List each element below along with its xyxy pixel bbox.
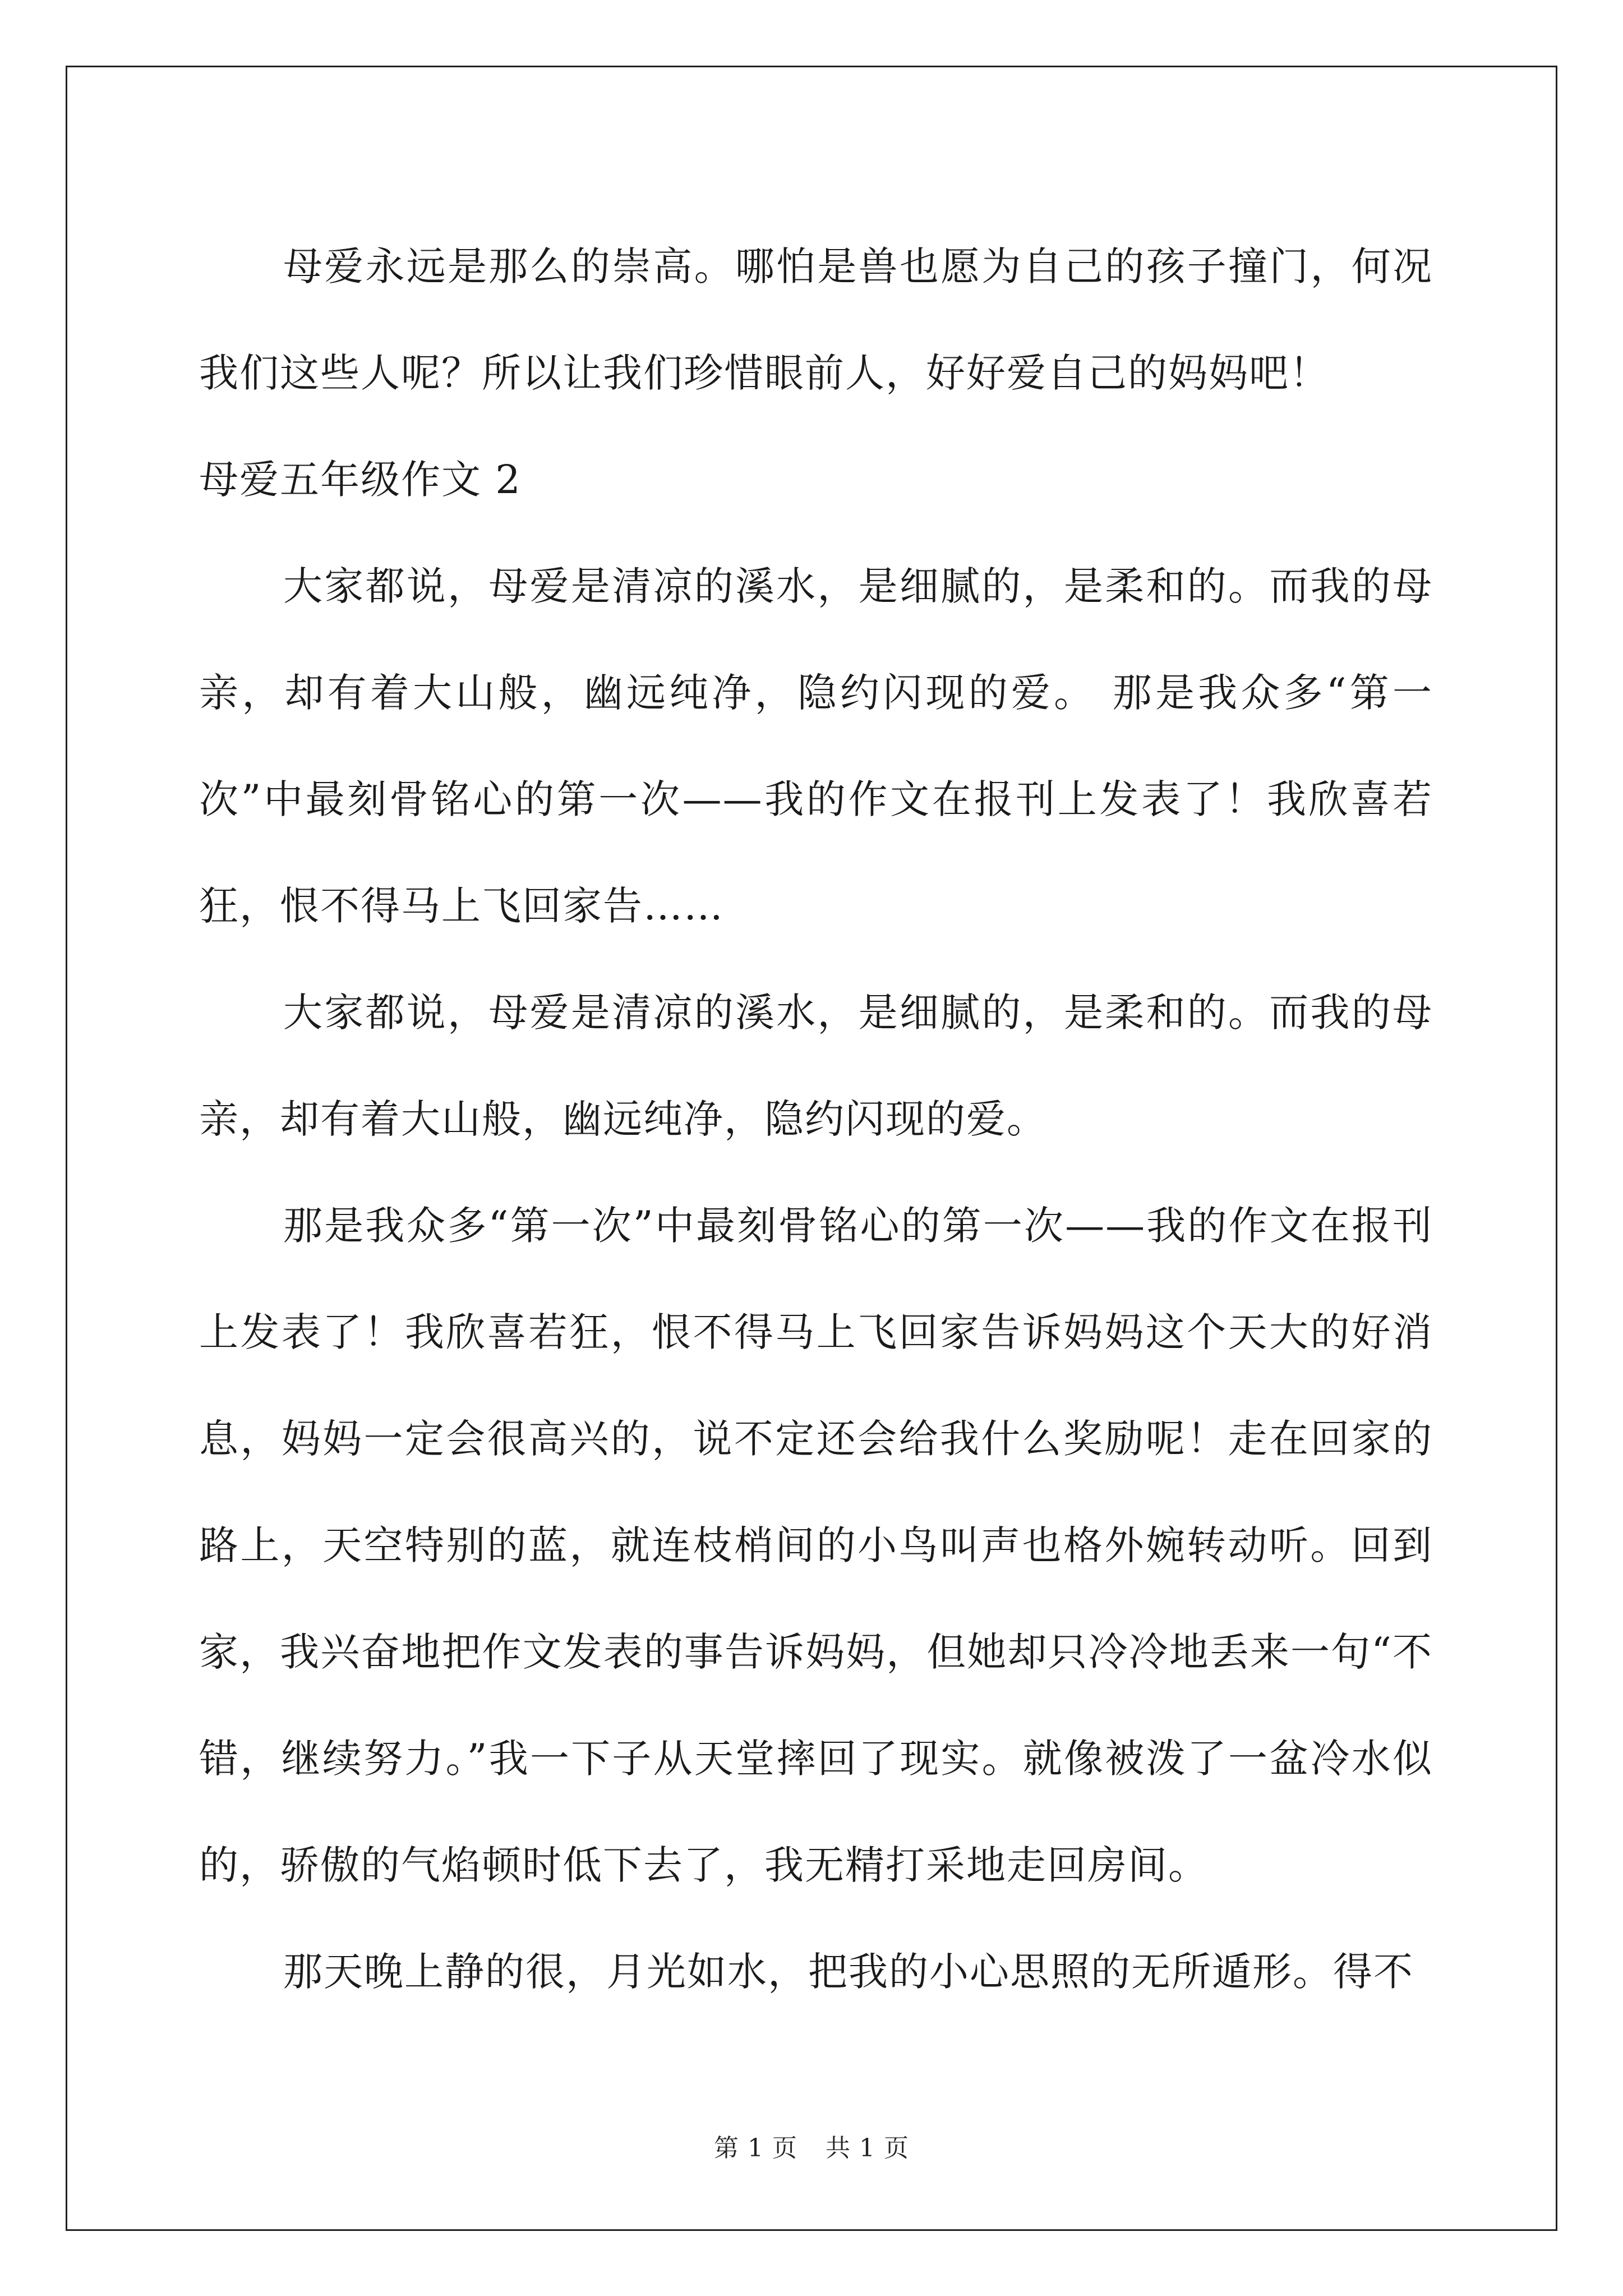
document-body <box>199 213 1433 2025</box>
paragraph: 那是我众多“第一次”中最刻骨铭心的第一次——我的作文在报刊上发表了！我欣喜若狂，恨不得马上飞回家告诉妈妈这个天大的好消息，妈妈一定会很高兴的，说不定还会给我什么奖励呢！走在回家的路上，天空特别的蓝，就连枝梢间的小鸟叫声也格外婉转动听。回到家，我兴奋地把作文发表的事告诉妈妈，但她却只冷冷地丢来一句“不错，继续努力。”我一下子从天堂摔回了现实。就像被泼了一盆冷水似的，骄傲的气焰顿时低下去了，我无精打采地走回房间。 <box>199 1203 1433 1888</box>
page-total: 共 1 页 <box>826 2134 909 2162</box>
paragraph: 那天晚上静的很，月光如水，把我的小心思照的无所遁形。得不 <box>283 1949 1414 1995</box>
paragraph: 大家都说，母爱是清凉的溪水，是细腻的，是柔和的。而我的母亲，却有着大山般，幽远纯净，隐约闪现的爱。 那是我众多“第一次”中最刻骨铭心的第一次——我的作文在报刊上发表了！我欣喜若狂，恨不得马上飞回家告…… <box>199 563 1433 929</box>
paragraph: 母爱永远是那么的崇高。哪怕是兽也愿为自己的孩子撞门，何况我们这些人呢？所以让我们珍惜眼前人，好好爱自己的妈妈吧！ <box>199 243 1433 396</box>
page-footer <box>0 2132 1623 2165</box>
paragraph: 大家都说，母爱是清凉的溪水，是细腻的，是柔和的。而我的母亲，却有着大山般，幽远纯净，隐约闪现的爱。 <box>199 990 1433 1142</box>
section-heading: 母爱五年级作文 2 <box>199 457 522 503</box>
page-number: 第 1 页 <box>714 2134 797 2162</box>
